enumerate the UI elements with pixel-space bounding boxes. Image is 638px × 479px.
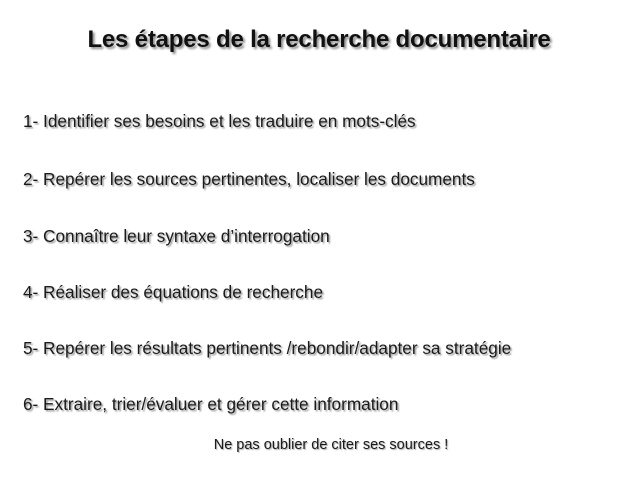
step-item: 6- Extraire, trier/évaluer et gérer cette information bbox=[23, 394, 399, 414]
slide-title: Les étapes de la recherche documentaire bbox=[87, 26, 551, 53]
step-item: 4- Réaliser des équations de recherche bbox=[23, 282, 324, 302]
step-item: 3- Connaître leur syntaxe d’interrogation bbox=[23, 226, 330, 246]
step-item: 2- Repérer les sources pertinentes, localiser les documents bbox=[23, 169, 475, 189]
step-item: 5- Repérer les résultats pertinents /rebondir/adapter sa stratégie bbox=[23, 338, 512, 358]
step-item: 1- Identifier ses besoins et les traduire en mots-clés bbox=[23, 111, 416, 131]
reminder-note-text: Ne pas oublier de citer ses sources ! bbox=[213, 437, 449, 453]
reminder-note bbox=[0, 437, 638, 453]
